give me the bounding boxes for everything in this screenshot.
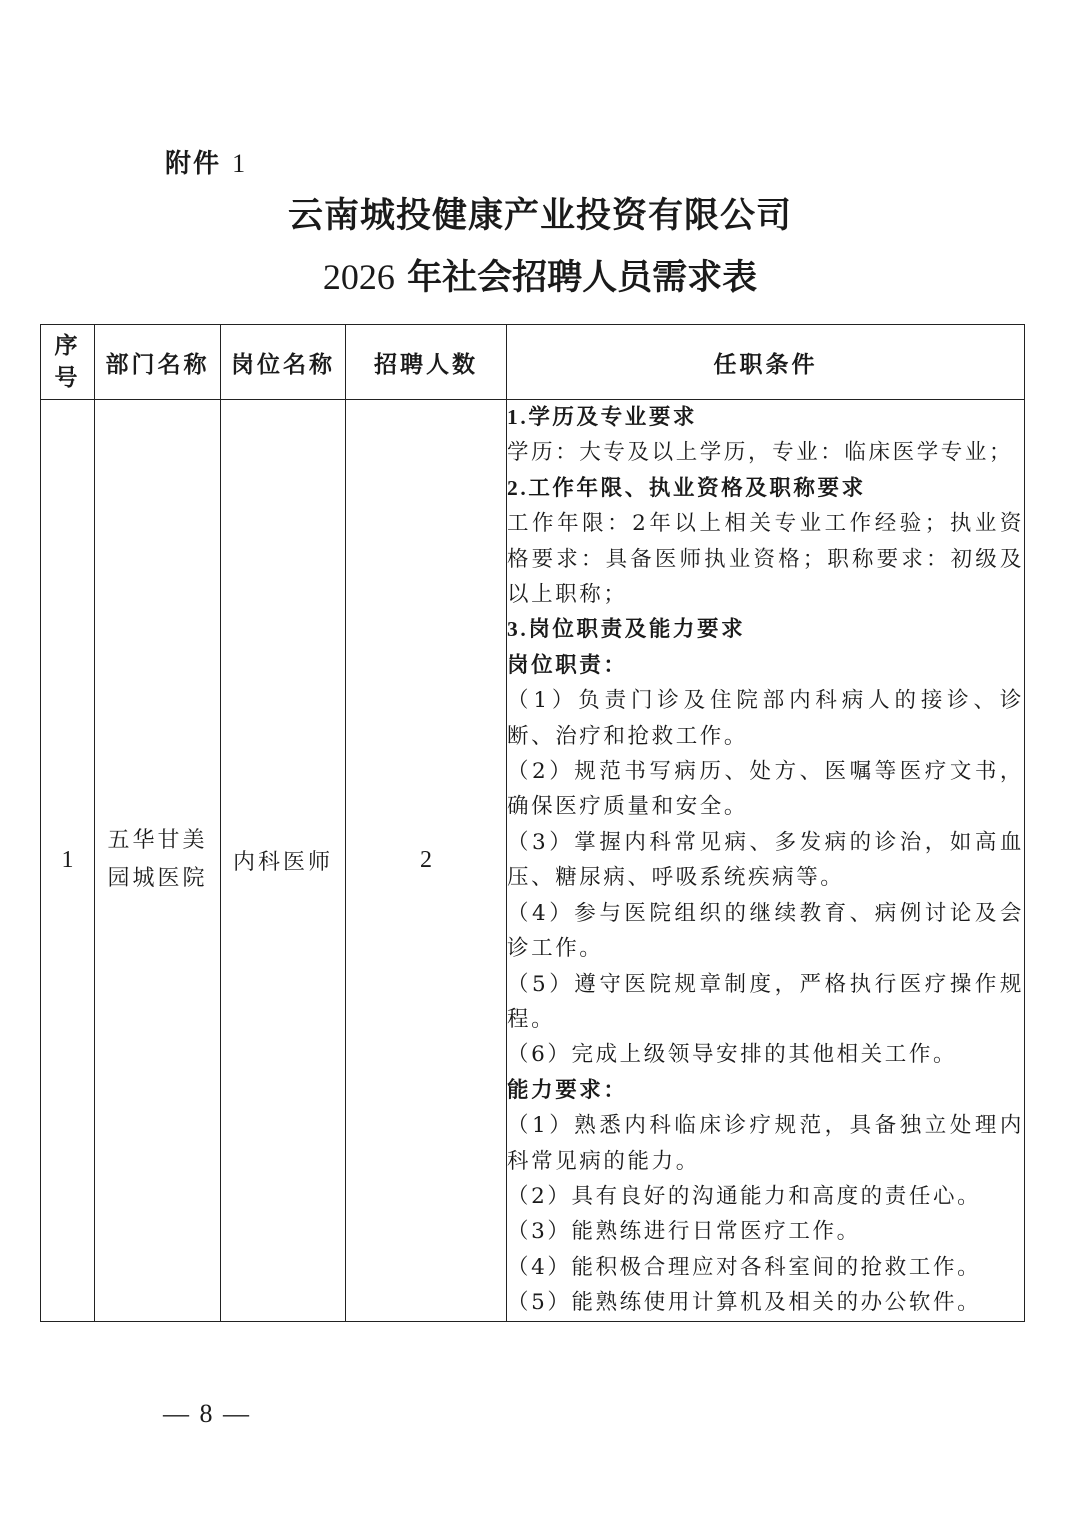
ability-item: （3）能熟练进行日常医疗工作。: [507, 1219, 861, 1245]
row-headcount: 2: [346, 400, 507, 1322]
document-title-line2: [0, 250, 1080, 300]
row-requirements: [507, 400, 1025, 1322]
req-section1-text: 学历：大专及以上学历，专业：临床医学专业；: [507, 440, 1014, 466]
row-position: 内科医师: [221, 400, 346, 1322]
header-department: 部门名称: [95, 325, 221, 400]
page-number: — 8 —: [163, 1399, 251, 1428]
duty-item: （1）负责门诊及住院部内科病人的接诊、诊断、治疗和抢救工作。: [507, 688, 1024, 749]
duty-item: （5）遵守医院规章制度，严格执行医疗操作规程。: [507, 971, 1024, 1032]
ability-item: （1）熟悉内科临床诊疗规范，具备独立处理内科常见病的能力。: [507, 1113, 1024, 1174]
dept-line2: 园城医院: [107, 866, 208, 892]
header-seq: [41, 325, 95, 400]
ability-item: （5）能熟练使用计算机及相关的办公软件。: [507, 1290, 982, 1316]
ability-title: 能力要求：: [507, 1077, 628, 1103]
req-section2-text: 工作年限：2年以上相关专业工作经验；执业资格要求：具备医师执业资格；职称要求：初级及以上职称；: [507, 511, 1024, 608]
req-section2-num: 2.: [507, 475, 529, 500]
duty-item: （4）参与医院组织的继续教育、病例讨论及会诊工作。: [507, 900, 1024, 962]
recruitment-table: [40, 324, 1025, 1322]
row-seq: 1: [41, 400, 95, 1322]
duties-title: 岗位职责：: [507, 652, 628, 678]
attachment-label: [165, 143, 247, 180]
header-requirements: 任职条件: [507, 325, 1025, 400]
req-section3-heading: [507, 612, 1024, 647]
row-department: [95, 400, 221, 1322]
document-title-line1: 云南城投健康产业投资有限公司: [287, 196, 792, 236]
ability-item: （4）能积极合理应对各科室间的抢救工作。: [507, 1254, 982, 1280]
attachment-label-text: 附件: [165, 149, 222, 179]
req-section3-num: 3.: [507, 617, 529, 642]
req-section1-num: 1.: [507, 405, 529, 429]
table-row: [41, 400, 1025, 1322]
req-section1-heading: [507, 400, 1024, 435]
attachment-number: 1: [232, 149, 248, 178]
duty-item: （2）规范书写病历、处方、医嘱等医疗文书，确保医疗质量和安全。: [507, 759, 1024, 820]
header-seq-bottom: 号: [54, 365, 81, 391]
ability-item: （2）具有良好的沟通能力和高度的责任心。: [507, 1183, 982, 1209]
duty-item: （6）完成上级领导安排的其他相关工作。: [507, 1042, 958, 1068]
req-section2-title: 工作年限、执业资格及职称要求: [528, 475, 866, 501]
title-year: 2026: [322, 257, 395, 297]
title-line2-text: 年社会招聘人员需求表: [407, 258, 758, 298]
req-section2-heading: [507, 471, 1024, 506]
req-section1-title: 学历及专业要求: [528, 405, 698, 430]
table-header-row: [41, 325, 1025, 400]
req-section3-title: 岗位职责及能力要求: [528, 617, 746, 643]
duty-item: （3）掌握内科常见病、多发病的诊治，如高血压、糖尿病、呼吸系统疾病等。: [507, 829, 1024, 891]
dept-line1: 五华甘美: [107, 828, 208, 854]
header-headcount: 招聘人数: [346, 325, 507, 400]
header-seq-top: 序: [54, 333, 81, 359]
header-position: 岗位名称: [221, 325, 346, 400]
